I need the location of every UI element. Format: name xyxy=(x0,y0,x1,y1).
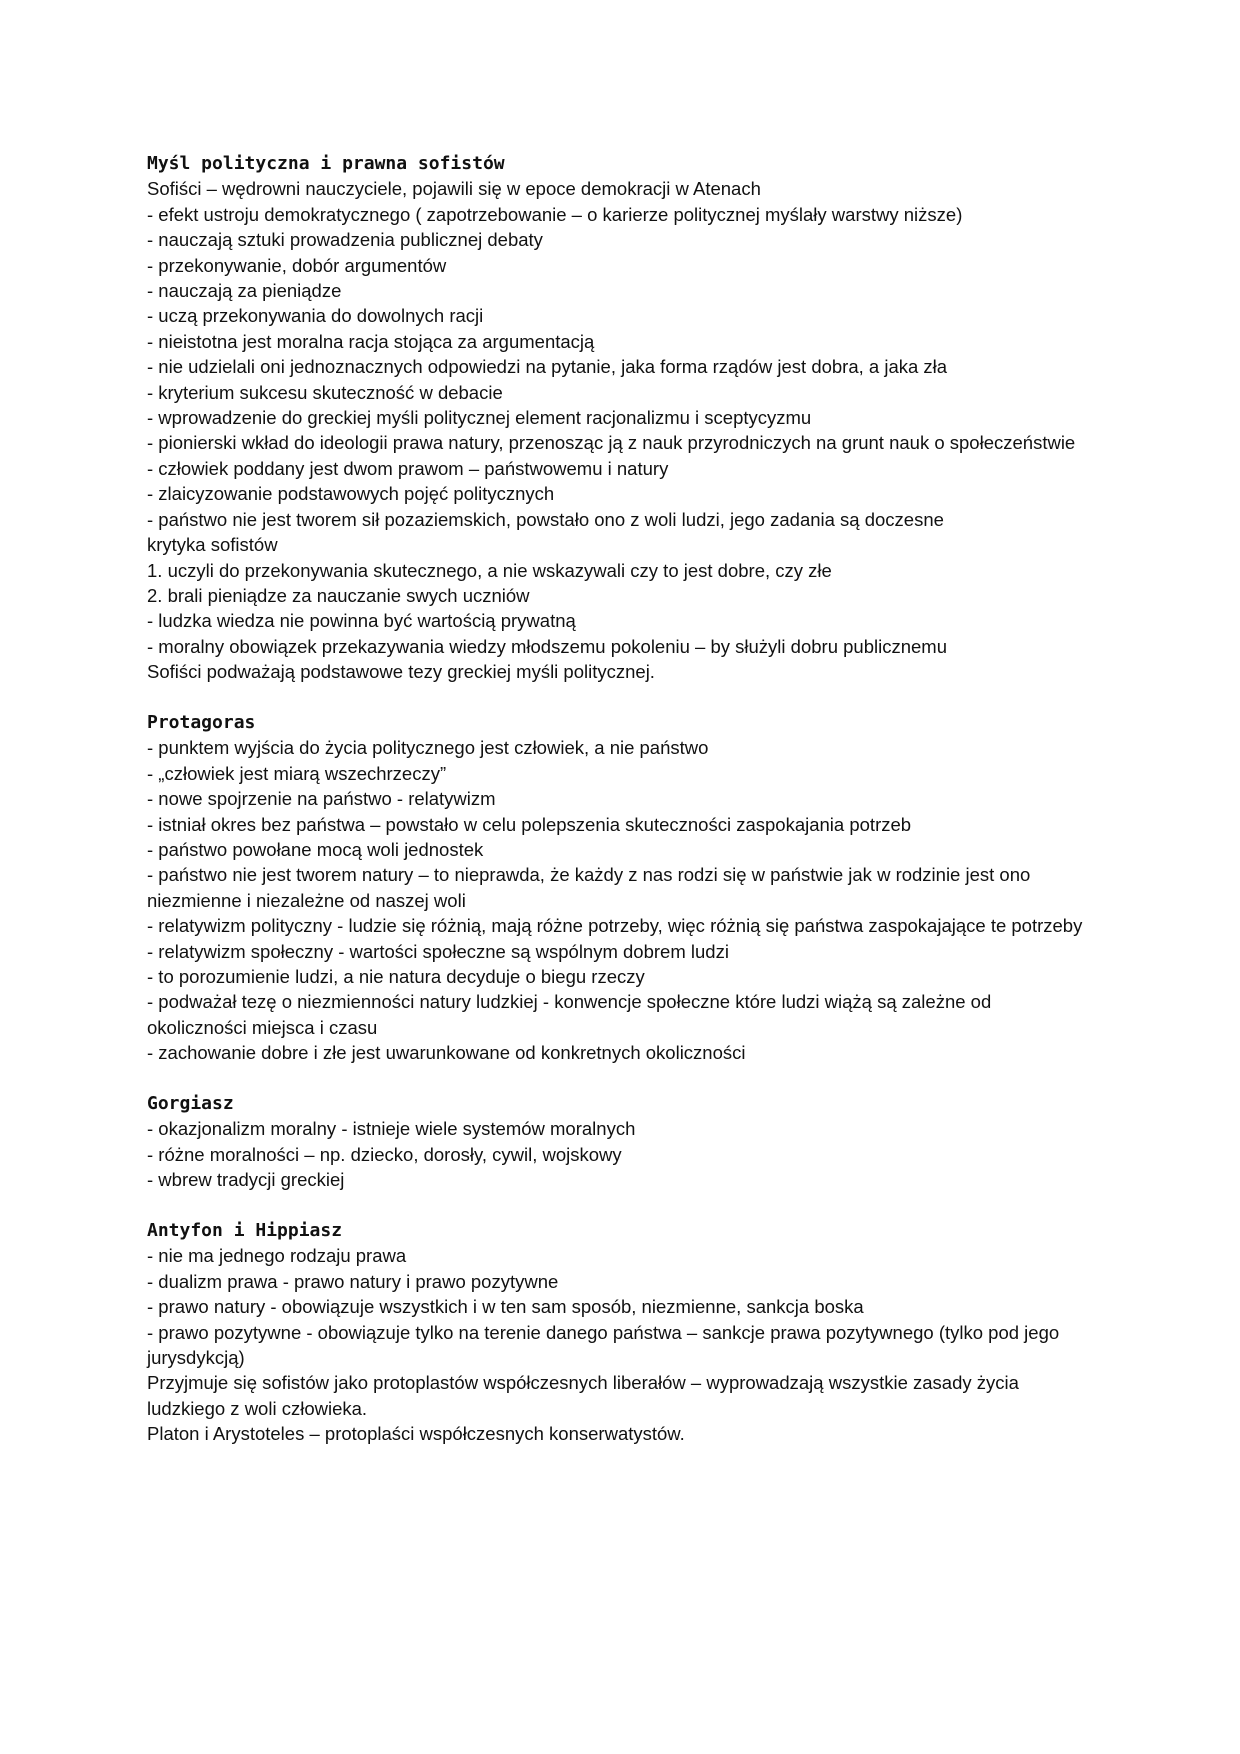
text-line: krytyka sofistów xyxy=(147,534,278,556)
text-line: - moralny obowiązek przekazywania wiedzy młodszemu pokoleniu – by służyli dobru publicznemu xyxy=(147,635,947,657)
text-line: - pionierski wkład do ideologii prawa natury, przenosząc ją z nauk przyrodniczych na grunt nauk o społeczeństwie xyxy=(147,432,1076,454)
document-body xyxy=(147,151,1087,1447)
text-line: Przyjmuje się sofistów jako protoplastów współczesnych liberałów – wyprowadzają wszystkie zasady życia ludzkiego z woli człowieka. xyxy=(147,1372,1019,1419)
text-line: - prawo pozytywne - obowiązuje tylko na terenie danego państwa – sankcje prawa pozytywnego (tylko pod jego jurysdykcją) xyxy=(147,1321,1060,1369)
section-heading: Gorgiasz xyxy=(147,1093,234,1114)
text-line: - kryterium sukcesu skuteczność w debacie xyxy=(147,381,503,403)
text-line: - to porozumienie ludzi, a nie natura decyduje o biegu rzeczy xyxy=(147,965,645,987)
text-line: - efekt ustroju demokratycznego ( zapotrzebowanie – o karierze politycznej myślały warstwy niższe) xyxy=(147,203,963,225)
text-line: - przekonywanie, dobór argumentów xyxy=(147,254,447,276)
text-line: 2. brali pieniądze za nauczanie swych uczniów xyxy=(147,584,530,606)
text-line: - uczą przekonywania do dowolnych racji xyxy=(147,305,484,327)
text-line: - relatywizm społeczny - wartości społeczne są wspólnym dobrem ludzi xyxy=(147,940,729,962)
section-heading: Protagoras xyxy=(147,711,256,733)
text-line: - relatywizm polityczny - ludzie się różnią, mają różne potrzeby, więc różnią się państwa zaspokajające te potrzeby xyxy=(147,915,1083,937)
text-line: - prawo natury - obowiązuje wszystkich i w ten sam sposób, niezmienne, sankcja boska xyxy=(147,1296,864,1318)
text-line: - podważał tezę o niezmienności natury ludzkiej - konwencje społeczne które ludzi wiążą są zależne od okoliczności miejsca i czasu xyxy=(147,991,992,1038)
text-line: - nie ma jednego rodzaju prawa xyxy=(147,1245,407,1267)
text-line: - zlaicyzowanie podstawowych pojęć politycznych xyxy=(147,483,555,505)
text-line: - punktem wyjścia do życia politycznego jest człowiek, a nie państwo xyxy=(147,737,709,759)
text-line: - nauczają sztuki prowadzenia publicznej debaty xyxy=(147,229,543,251)
text-line: - zachowanie dobre i złe jest uwarunkowane od konkretnych okoliczności xyxy=(147,1042,746,1064)
text-line: - istniał okres bez państwa – powstało w celu polepszenia skuteczności zaspokajania potrzeb xyxy=(147,813,912,835)
section-heading: Antyfon i Hippiasz xyxy=(147,1220,343,1242)
document-section xyxy=(147,710,1087,1066)
text-line: - państwo nie jest tworem sił pozaziemskich, powstało ono z woli ludzi, jego zadania są doczesne xyxy=(147,508,944,530)
text-line: - nie udzielali oni jednoznacznych odpowiedzi na pytanie, jaka forma rządów jest dobra, a jaka zła xyxy=(147,356,948,378)
text-line: - nauczają za pieniądze xyxy=(147,280,342,302)
text-line: Platon i Arystoteles – protoplaści współczesnych konserwatystów. xyxy=(147,1423,685,1445)
text-line: - człowiek poddany jest dwom prawom – państwowemu i natury xyxy=(147,457,669,479)
text-line: - wprowadzenie do greckiej myśli politycznej element racjonalizmu i sceptycyzmu xyxy=(147,407,812,429)
text-line: - dualizm prawa - prawo natury i prawo pozytywne xyxy=(147,1270,559,1292)
text-line: - różne moralności – np. dziecko, dorosły, cywil, wojskowy xyxy=(147,1143,622,1165)
document-section xyxy=(147,151,1087,685)
text-line: 1. uczyli do przekonywania skutecznego, a nie wskazywali czy to jest dobre, czy złe xyxy=(147,559,832,581)
text-line: - „człowiek jest miarą wszechrzeczy” xyxy=(147,762,447,784)
document-section xyxy=(147,1218,1087,1447)
text-line: - państwo powołane mocą woli jednostek xyxy=(147,838,484,860)
section-heading: Myśl polityczna i prawna sofistów xyxy=(147,153,505,174)
text-line: - nieistotna jest moralna racja stojąca za argumentacją xyxy=(147,330,595,352)
text-line: - wbrew tradycji greckiej xyxy=(147,1169,345,1191)
text-line: - państwo nie jest tworem natury – to nieprawda, że każdy z nas rodzi się w państwie jak w rodzinie jest ono niezmienne i niezależne od naszej woli xyxy=(147,864,1031,911)
text-line: - nowe spojrzenie na państwo - relatywizm xyxy=(147,788,496,810)
text-line: - okazjonalizm moralny - istnieje wiele systemów moralnych xyxy=(147,1118,636,1140)
document-section xyxy=(147,1091,1087,1193)
text-line: - ludzka wiedza nie powinna być wartością prywatną xyxy=(147,610,576,632)
text-line: Sofiści podważają podstawowe tezy greckiej myśli politycznej. xyxy=(147,661,655,683)
text-line: Sofiści – wędrowni nauczyciele, pojawili się w epoce demokracji w Atenach xyxy=(147,178,761,200)
